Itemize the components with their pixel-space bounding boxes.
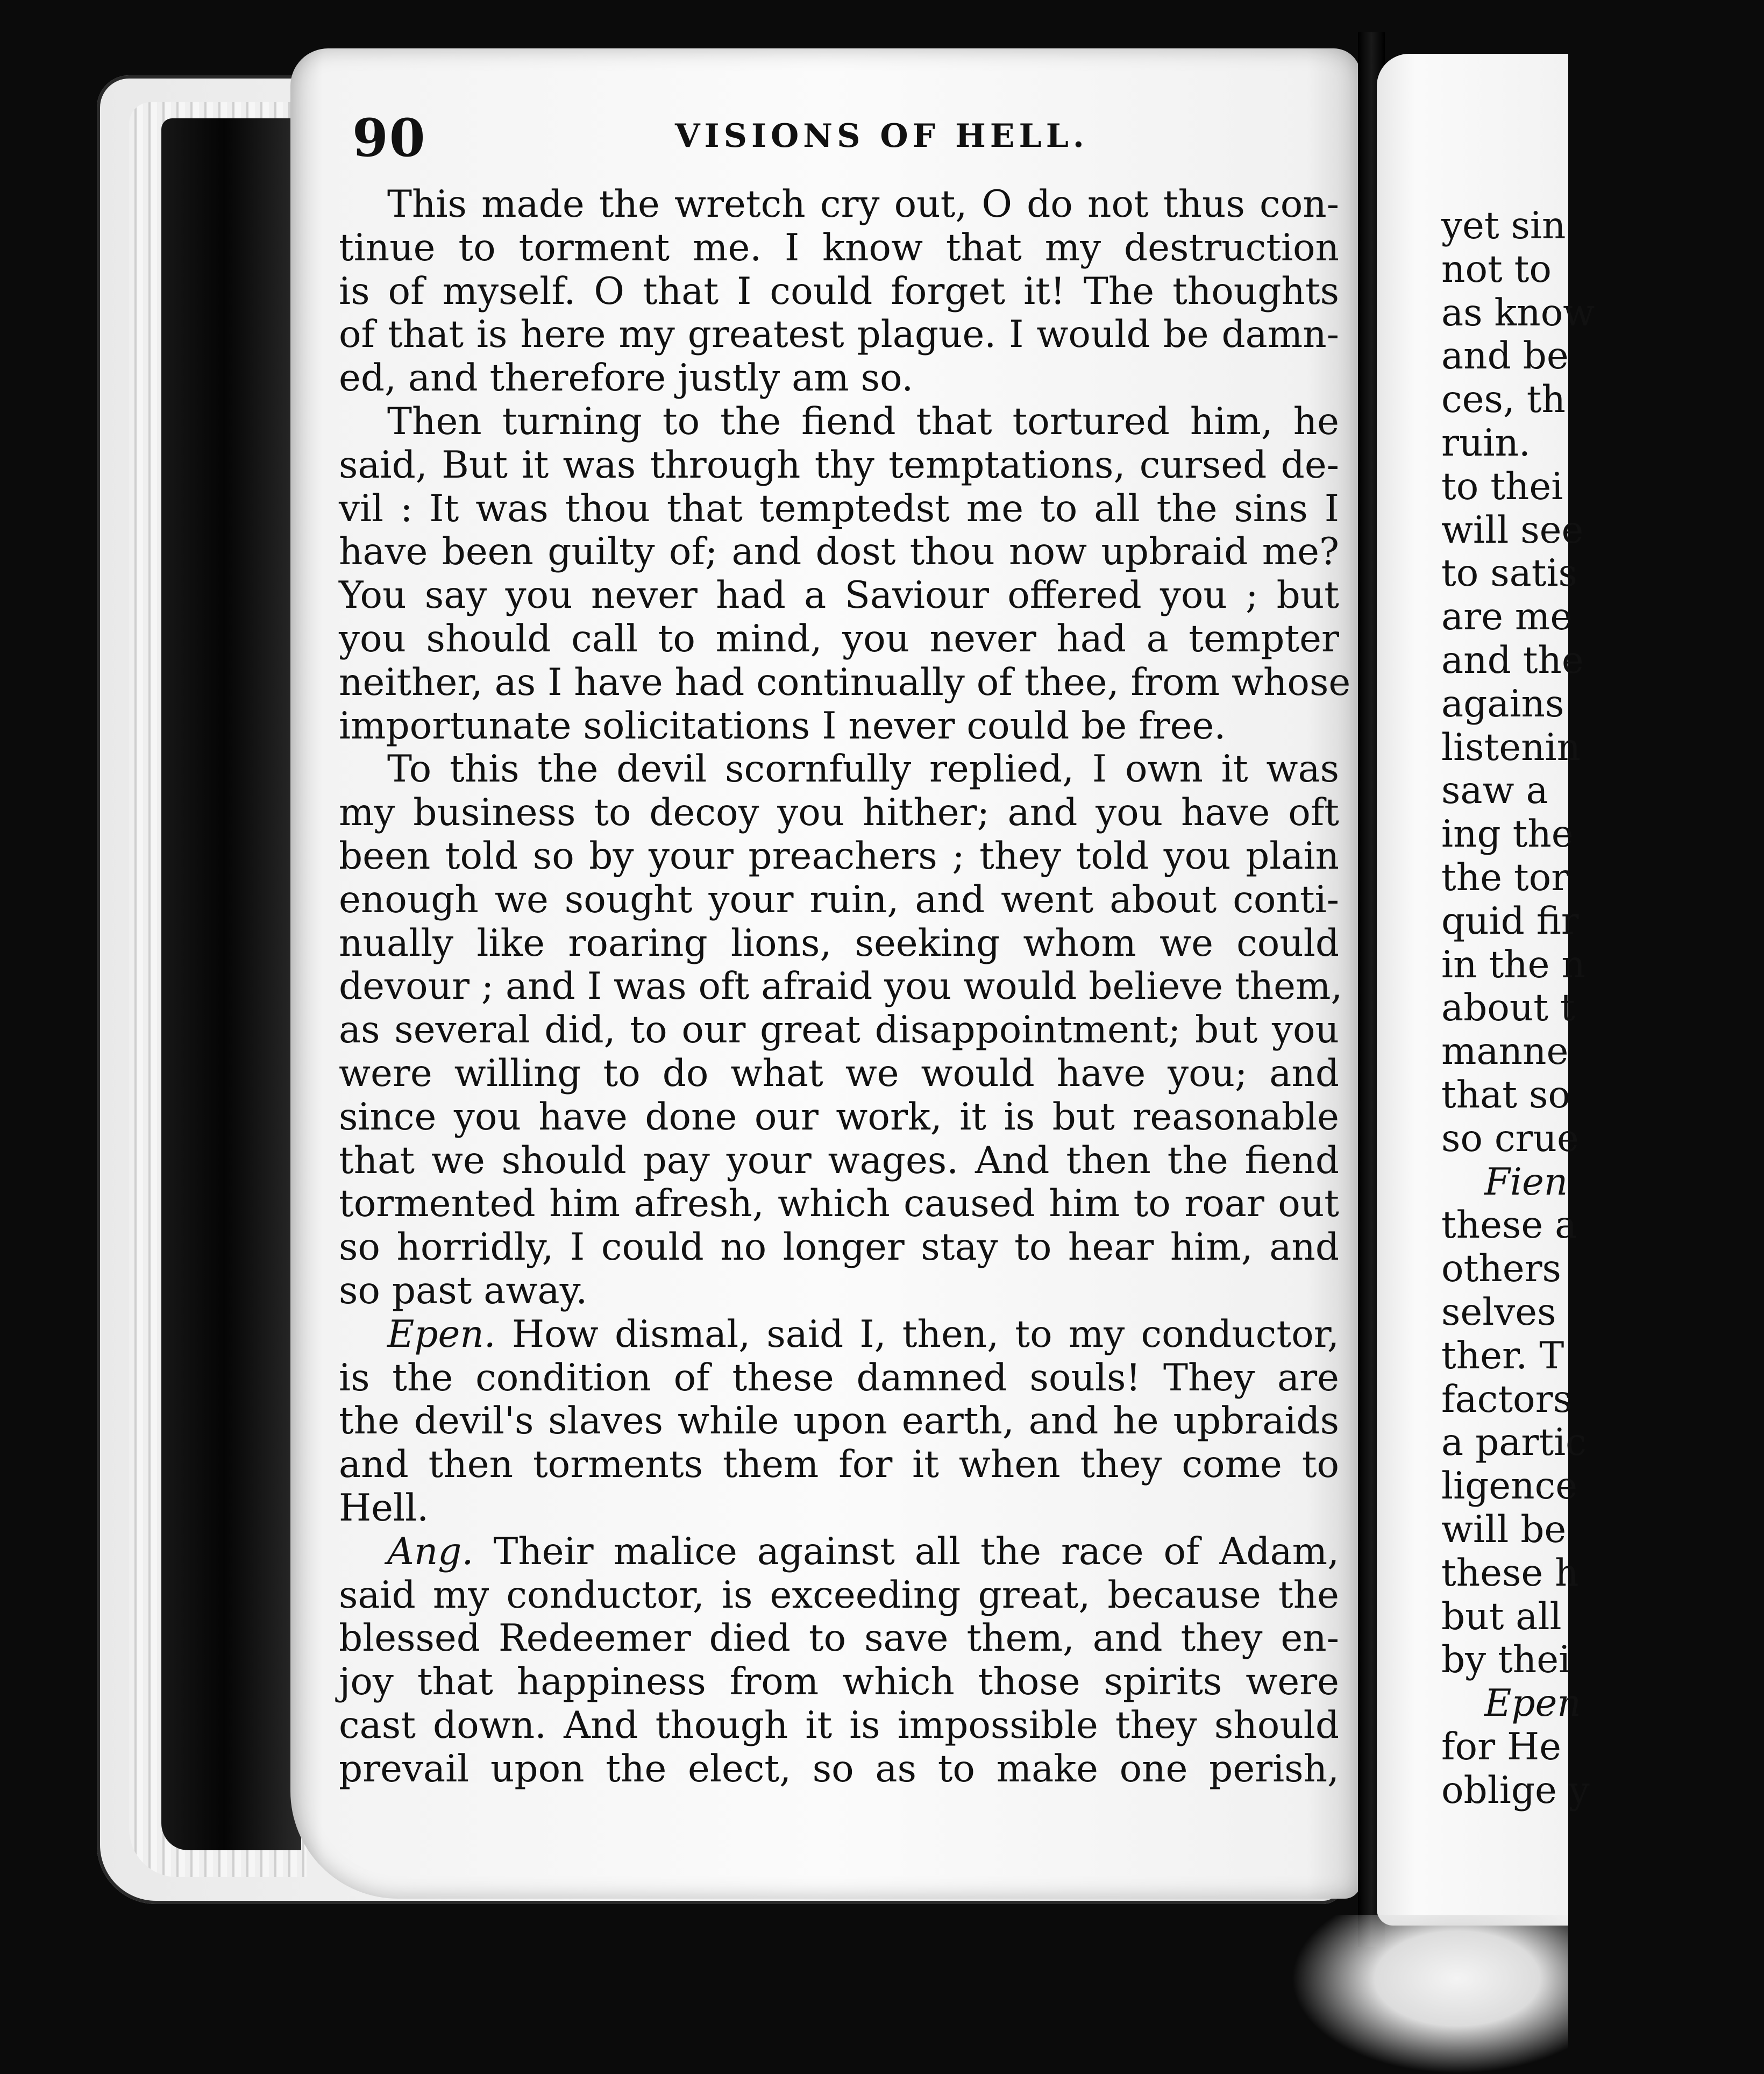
page-number: 90 [352, 108, 426, 168]
right-text-line: for He [1441, 1725, 1562, 1768]
right-text-line: and the [1441, 638, 1584, 682]
text-line: been told so by your preachers ; they told you plain [339, 834, 1339, 878]
right-text-line: a partic [1441, 1421, 1587, 1465]
right-text-line: about t [1441, 986, 1575, 1030]
right-page-text [1441, 204, 1764, 1812]
text-line: prevail upon the elect, so as to make one perish, [339, 1747, 1339, 1791]
right-text-line: will be [1441, 1508, 1567, 1551]
right-text-line: others [1441, 1247, 1561, 1291]
text-line: tormented him afresh, which caused him to roar out [339, 1182, 1339, 1226]
right-text-line: ruin. [1441, 421, 1531, 465]
right-text-line: these h [1441, 1551, 1579, 1595]
text-line: and then torments them for it when they come to [339, 1443, 1339, 1487]
text-line: that we should pay your wages. And then the fiend [339, 1139, 1339, 1182]
right-text-line: quid fir [1441, 899, 1579, 943]
text-line: is of myself. O that I could forget it! The thoughts [339, 269, 1339, 313]
text-line: You say you never had a Saviour offered you ; but [339, 574, 1339, 617]
text-line: To this the devil scornfully replied, I own it was [387, 748, 1339, 791]
text-line: you should call to mind, you never had a tempter [339, 617, 1339, 660]
paragraph [339, 748, 1343, 1312]
paragraph [339, 1530, 1339, 1791]
right-text-line: but all [1441, 1595, 1562, 1638]
text-line [339, 1313, 1339, 1356]
right-text-line: factors [1441, 1377, 1572, 1421]
right-text-line: so crue [1441, 1117, 1579, 1160]
right-text-line: these a [1441, 1204, 1577, 1247]
text-line: so horridly, I could no longer stay to hear him, and [339, 1226, 1339, 1269]
text-line: importunate solicitations I never could be free. [339, 704, 1226, 748]
text-line: neither, as I have had continually of thee, from whose [339, 660, 1351, 704]
right-text-line: not to [1441, 247, 1552, 291]
right-text-line: as know [1441, 291, 1595, 335]
speaker-label: Epen. [387, 1312, 496, 1356]
right-page [1377, 54, 1595, 1926]
text-line: since you have done our work, it is but reasonable [339, 1095, 1339, 1139]
right-text-line: ing the [1441, 813, 1574, 856]
text-line: blessed Redeemer died to save them, and they en- [339, 1617, 1339, 1660]
body-text [339, 183, 1351, 1791]
text-line: Then turning to the fiend that tortured him, he [387, 400, 1339, 443]
text-run: Their malice against all the race of Adam, [473, 1530, 1339, 1573]
text-run: How dismal, said I, then, to my conductor, [495, 1312, 1339, 1356]
right-text-line: to satis [1441, 552, 1577, 595]
text-line: cast down. And though it is impossible they should [339, 1703, 1339, 1747]
text-line: Hell. [339, 1486, 429, 1530]
right-text-line: listenin [1441, 726, 1581, 769]
text-line: have been guilty of; and dost thou now upbraid me? [339, 530, 1339, 574]
text-line [339, 1530, 1339, 1574]
right-text-line: ligence [1441, 1465, 1578, 1508]
right-text-line: ther. T [1441, 1334, 1564, 1377]
text-line: enough we sought your ruin, and went about conti- [339, 878, 1339, 921]
right-text-line: manne [1441, 1030, 1569, 1074]
text-line: is the condition of these damned souls! They are [339, 1356, 1339, 1400]
text-line: This made the wretch cry out, O do not thus con- [387, 183, 1339, 226]
right-text-line: in the n [1441, 943, 1585, 986]
text-line: said my conductor, is exceeding great, because the [339, 1573, 1339, 1617]
text-line: of that is here my greatest plague. I would be damn- [339, 313, 1339, 357]
right-text-line: will see [1441, 508, 1584, 552]
right-text-line: agains [1441, 682, 1564, 726]
text-line: nually like roaring lions, seeking whom we could [339, 921, 1339, 965]
right-text-line: the tor [1441, 856, 1569, 899]
text-line: so past away. [339, 1269, 588, 1312]
running-title: VISIONS OF HELL. [675, 117, 1089, 155]
right-text-line: Fien [1484, 1160, 1568, 1204]
right-text-line: by thei [1441, 1638, 1571, 1682]
paragraph [339, 1313, 1339, 1530]
text-line: the devil's slaves while upon earth, and he upbraids [339, 1400, 1339, 1443]
text-line: my business to decoy you hither; and you have oft [339, 791, 1339, 835]
light-smudge [1291, 1915, 1568, 2074]
right-text-line: and be [1441, 335, 1569, 378]
text-line: as several did, to our great disappointment; but you [339, 1008, 1339, 1052]
right-text-line: ces, th [1441, 378, 1566, 422]
text-line: joy that happiness from which those spirits were [339, 1660, 1339, 1704]
right-text-line: are me [1441, 595, 1573, 639]
paragraph [339, 400, 1351, 748]
right-text-line: selves [1441, 1290, 1556, 1334]
right-text-line: oblige y [1441, 1768, 1590, 1812]
left-page [290, 48, 1361, 1899]
running-head [352, 108, 1342, 188]
book-spine [161, 118, 301, 1850]
text-line: were willing to do what we would have you; and [339, 1052, 1339, 1095]
right-text-line: that so [1441, 1073, 1570, 1117]
right-text-line: to thei [1441, 465, 1563, 508]
right-text-line: Epen [1484, 1682, 1581, 1725]
right-text-line: saw a [1441, 769, 1548, 813]
speaker-label: Ang. [387, 1530, 474, 1573]
paragraph [339, 183, 1339, 400]
text-line: ed, and therefore justly am so. [339, 357, 914, 400]
text-line: said, But it was through thy temptations, cursed de- [339, 443, 1339, 487]
text-line: devour ; and I was oft afraid you would believe them, [339, 965, 1343, 1008]
right-text-line: yet sin [1441, 204, 1566, 247]
text-line: vil : It was thou that temptedst me to all the sins I [339, 487, 1339, 530]
text-line: tinue to torment me. I know that my destruction [339, 226, 1339, 269]
